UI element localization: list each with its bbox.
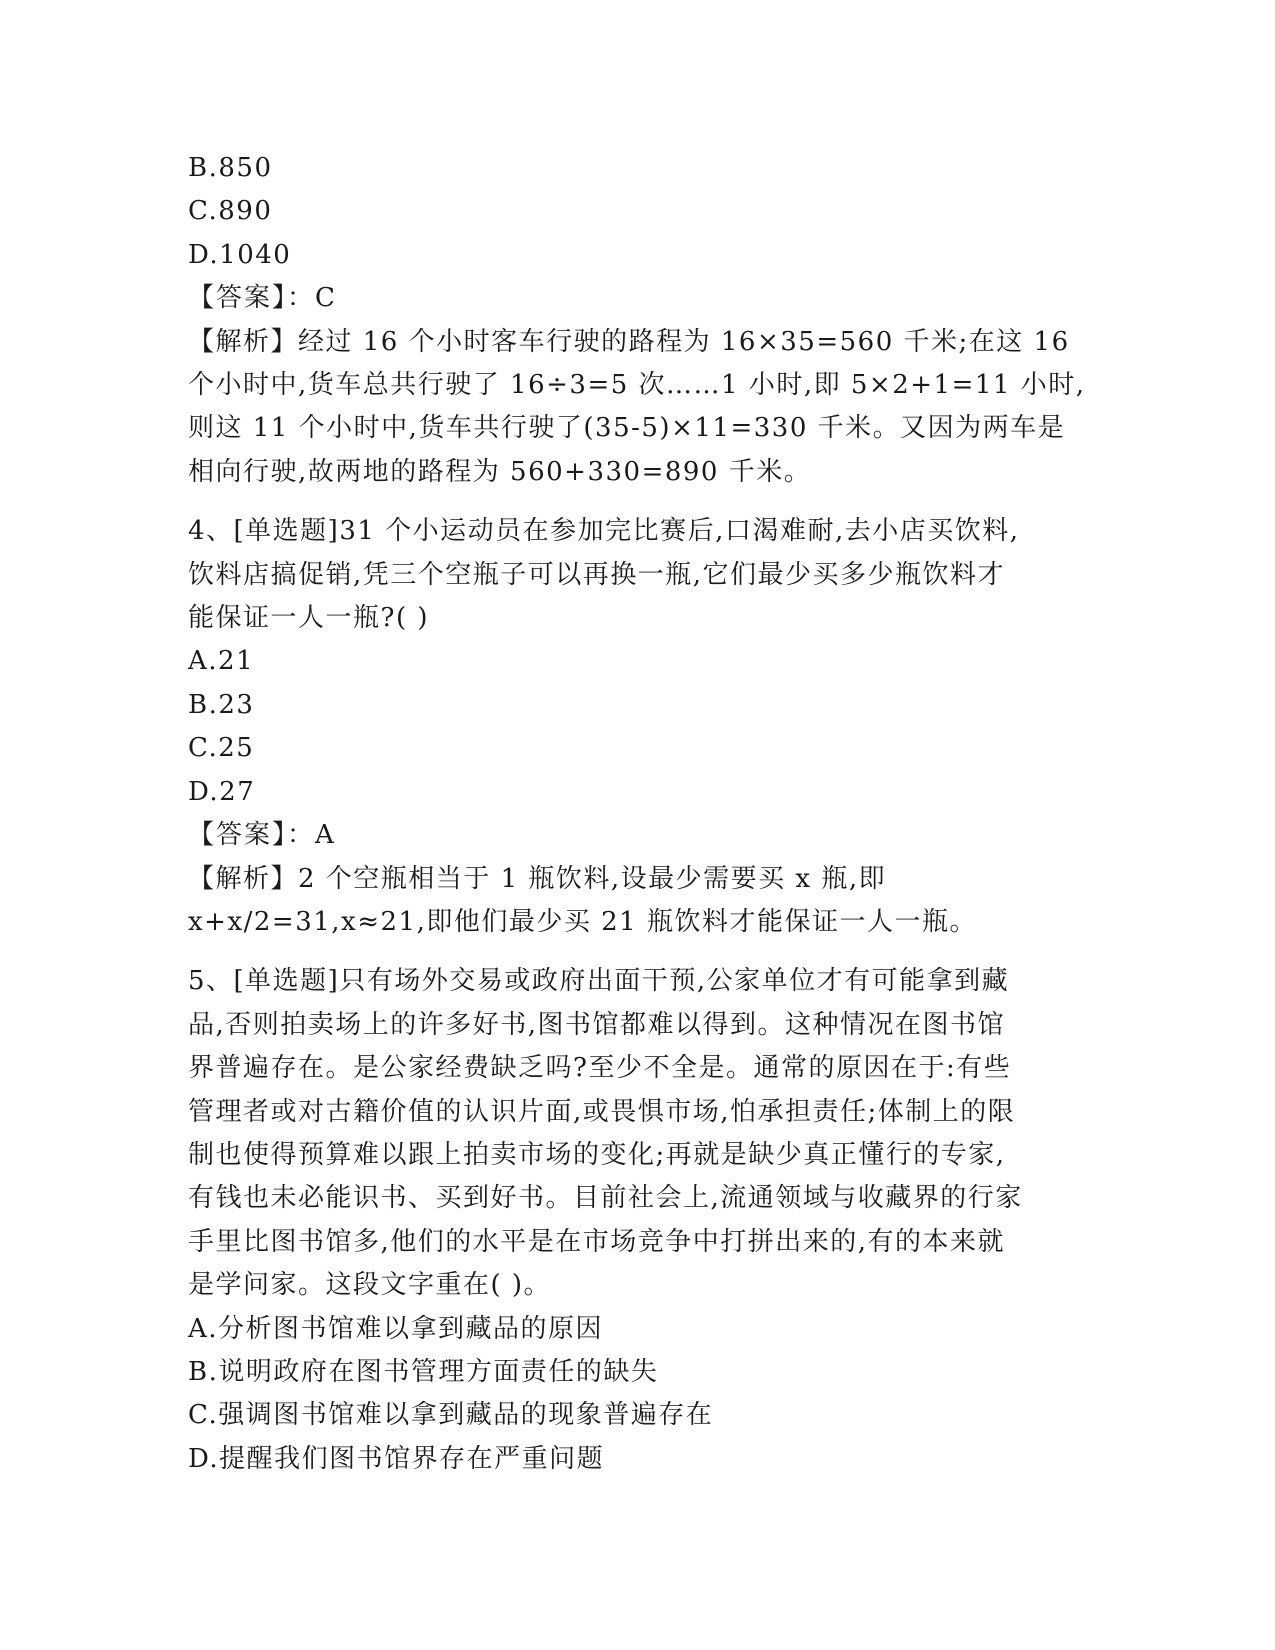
q5-stem-line: 是学问家。这段文字重在( )。 <box>188 1270 552 1301</box>
q5-stem-line: 有钱也未必能识书、买到好书。目前社会上,流通领域与收藏界的行家 <box>188 1183 1023 1214</box>
q5-option-d: D.提醒我们图书馆界存在严重问题 <box>188 1443 605 1474</box>
q4-analysis-line: x+x/2=31,x≈21,即他们最少买 21 瓶饮料才能保证一人一瓶。 <box>188 906 977 937</box>
q5-stem-line: 制也使得预算难以跟上拍卖市场的变化;再就是缺少真正懂行的专家, <box>188 1139 1006 1170</box>
q3-analysis-line: 相向行驶,故两地的路程为 560+330=890 千米。 <box>188 456 812 487</box>
q4-option-d: D.27 <box>188 776 256 807</box>
q4-stem-line: 饮料店搞促销,凭三个空瓶子可以再换一瓶,它们最少买多少瓶饮料才 <box>188 559 1006 590</box>
document-content <box>188 147 1088 1481</box>
q3-option-c: C.890 <box>188 196 273 227</box>
q4-stem-line: 4、[单选题]31 个小运动员在参加完比赛后,口渴难耐,去小店买饮料, <box>188 516 1020 547</box>
q5-option-b: B.说明政府在图书管理方面责任的缺失 <box>188 1356 659 1387</box>
q5-stem-line: 品,否则拍卖场上的许多好书,图书馆都难以得到。这种情况在图书馆 <box>188 1009 1006 1040</box>
question-5 <box>188 960 1088 1481</box>
q5-stem-line: 界普遍存在。是公家经费缺乏吗?至少不全是。通常的原因在于:有些 <box>188 1053 1012 1084</box>
q4-analysis-line: 【解析】2 个空瓶相当于 1 瓶饮料,设最少需要买 x 瓶,即 <box>188 863 887 894</box>
q5-stem-line: 管理者或对古籍价值的认识片面,或畏惧市场,怕承担责任;体制上的限 <box>188 1096 1016 1127</box>
q4-answer: 【答案】：A <box>188 820 336 851</box>
q4-stem-line: 能保证一人一瓶?( ) <box>188 603 429 634</box>
q5-stem-line: 手里比图书馆多,他们的水平是在市场竞争中打拼出来的,有的本来就 <box>188 1226 1006 1257</box>
question-3 <box>188 147 1088 494</box>
question-4 <box>188 510 1088 944</box>
q3-answer: 【答案】：C <box>188 283 337 314</box>
q4-option-a: A.21 <box>188 646 255 677</box>
q3-analysis-line: 则这 11 个小时中,货车共行驶了(35-5)×11=330 千米。又因为两车是 <box>188 413 1066 444</box>
q3-analysis-line: 个小时中,货车总共行驶了 16÷3=5 次……1 小时,即 5×2+1=11 小时, <box>188 370 1086 401</box>
q3-option-d: D.1040 <box>188 239 292 270</box>
q5-option-c: C.强调图书馆难以拿到藏品的现象普遍存在 <box>188 1400 714 1431</box>
q5-option-a: A.分析图书馆难以拿到藏品的原因 <box>188 1313 604 1344</box>
q3-analysis-line: 【解析】经过 16 个小时客车行驶的路程为 16×35=560 千米;在这 16 <box>188 326 1070 357</box>
q4-option-c: C.25 <box>188 733 255 764</box>
q3-option-b: B.850 <box>188 153 273 183</box>
q5-stem-line: 5、[单选题]只有场外交易或政府出面干预,公家单位才有可能拿到藏 <box>188 966 1010 997</box>
q4-option-b: B.23 <box>188 689 255 720</box>
